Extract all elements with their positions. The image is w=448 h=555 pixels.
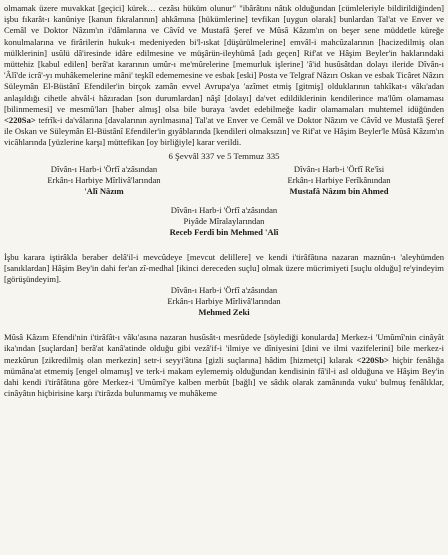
signature-center-2-name: Mehmed Zeki: [198, 307, 250, 318]
verdict-text-2: tefrîk-i da'vâlarına [davalarının ayrılmasına] Tal'at ve Enver ve Cemâl ve Doktor Nâzım ve Câvîd ve Mustafâ Şeref ile Oskan ve Süleymân El-Büstânî Efendiler'in gıyâblarında [kendileri olmaksızın] ve Rif'at ve Hâşim Beyler'le Mûsâ Kâzım'ın vicâhlarında [yüzlerine karşı] müttefikan [oy birliğiyle] karar verildi.: [4, 115, 444, 148]
opinion-paragraph: [4, 332, 444, 399]
signature-center-2: [4, 285, 444, 318]
signature-left-title: Dîvân-ı Harb-i 'Örfî a'zâsından: [50, 163, 158, 174]
signature-right: [234, 164, 444, 197]
signature-center-1: [4, 205, 444, 238]
signature-center-2-rank: Erkân-ı Harbiye Mîrlivâ'larından: [167, 296, 281, 307]
signature-center-1-name: Receb Ferdî bin Mehmed 'Alî: [169, 226, 279, 237]
verdict-date: 6 Şevvâl 337 ve 5 Temmuz 335: [168, 150, 280, 161]
signature-left-rank: Erkân-ı Harbiye Mîrlivâ'larından: [47, 174, 161, 185]
verdict-text-1: olmamak üzere muvakkat [geçici] kürek… cezâsı hüküm olunur" "ibârâtını nâtık olduğundan [cümleleriyle bildirildiğinden] işbu fıkarât-ı kanûniye [kanun fıkralarının] ahkâmına [hükümlerine] tevfikan [uygun olarak] bunlardan Tal'at ve Enver ve Cemâl ve Doktor Nâzım'ın i'dâmlarına ve Câvîd ve Mustafâ Şeref ve Mûsâ Kâzım'ın on beşer sene müddetle küreğe konulmalarına ve firârilerin hukuk-ı medeniyeden bi'l-ıskat [düşürülmelerine] emvâl-i mahcûzalarının [hacizedilmiş olan mülklerinin] usûlü dâ'iresinde idâre edilmesine ve müşârün-ileyhümâ [adı geçen] Rif'at ve Hâşim Beyler'in haklarındaki müttehiz [kabul edilen] berâ'at kararının umûr-ı me'mûrelerine [memurluk işlerine] 'â'id husûsâtdan dolayı ileride Dîvân-ı 'Âlî'de icrâ'-yı muhâkemelerine mâni' teşkîl edememesine ve esbak [eski] Posta ve Telgraf Nâzırı Oskan ve esbak Ticâret Nâzırı Süleymân El-Büstânî Efendiler'in birçok zamân evvel Avrupa'ya 'azîmet etmiş [gitmiş] olduklarının tahkîkat-ı vâkı'adan anlaşıldığı cihetle ahvâl-i hâzıradan [son durumlardan] nâşî [dolayı] da'vet edildiklerinin kendilerince ma'lûm olamaması [bilinmemesi] ve mesmû'ları [haber almış] olsa bile buraya 'avdet edebilmeğe kadir olamamaları muhtemel idüğünden: [4, 3, 444, 114]
signature-right-rank: Erkân-ı Harbiye Ferîkânından: [287, 174, 391, 185]
page-marker-220sa: <220Sa>: [4, 115, 36, 126]
page-marker-220sb: <220Sb>: [356, 354, 389, 365]
signature-row: [4, 164, 444, 197]
signature-right-title: Dîvân-ı Harb-i 'Örfî Re'îsi: [293, 163, 385, 174]
signature-center-1-rank: Piyâde Mîralaylarından: [183, 215, 265, 226]
verdict-paragraph: [4, 3, 444, 149]
signature-center-1-title: Dîvân-ı Harb-i 'Örfî a'zâsından: [170, 204, 278, 215]
signature-right-name: Mustafâ Nâzım bin Ahmed: [289, 185, 389, 196]
signature-center-2-title: Dîvân-ı Harb-i 'Örfî a'zâsından: [170, 285, 278, 296]
opinion-text-1: Mûsâ Kâzım Efendi'nin i'tirâfât-ı vâkı'asına nazaran husûsât-ı mesrûdede [söylediği konularda] Merkez-i 'Umûmî'nin cinâyât ika'ından [suçlardan] berâ'at kanâ'atinde olduğu gibi vezâ'if-i 'ilmiye ve dîniyesini [dini ve ilmi vazifelerini] bile merkez-i mezkûrun [zikredilmiş olan merkezin] setr-i seyyi'âtına [gizli suçlarına] hâdim [hizmetçi] kılarak: [4, 332, 444, 365]
dissent-paragraph: İşbu karara iştirâkla beraber delâ'il-i mevcûdeye [mevcut delillere] ve kendi i'tirâfâtına nazaran maznûn-ı 'aleyhümden [sanıklardan] Hâşim Bey'in dahi fer'an zî-medhal [ikinci dereceden suçlu] olmak üzere mücrimiyeti [suçlu olduğu] re'yindeyim [görüşündeyim].: [4, 251, 444, 285]
opinion-text-2: hiçbir fenâlığa mümâna'at etmemiş [engel olmamış] ve terk-i makam eylememiş olduğundan kendisinin fâ'il-i asl olduğuna ve Hâşim Bey'in dahi kendi i'tirâfâtına göre Merkez-i 'Umûmî'ye kalben merbût [bağlı] ve sâdık olarak zamânında vuku' bulmuş fenâlıklar, cinâyâtın hiçbirisine karşı i'tirâzda bulunmamış ve muhâkeme: [4, 354, 444, 399]
signature-left-name: 'Alî Nâzım: [84, 185, 124, 196]
signature-left: [4, 164, 204, 197]
